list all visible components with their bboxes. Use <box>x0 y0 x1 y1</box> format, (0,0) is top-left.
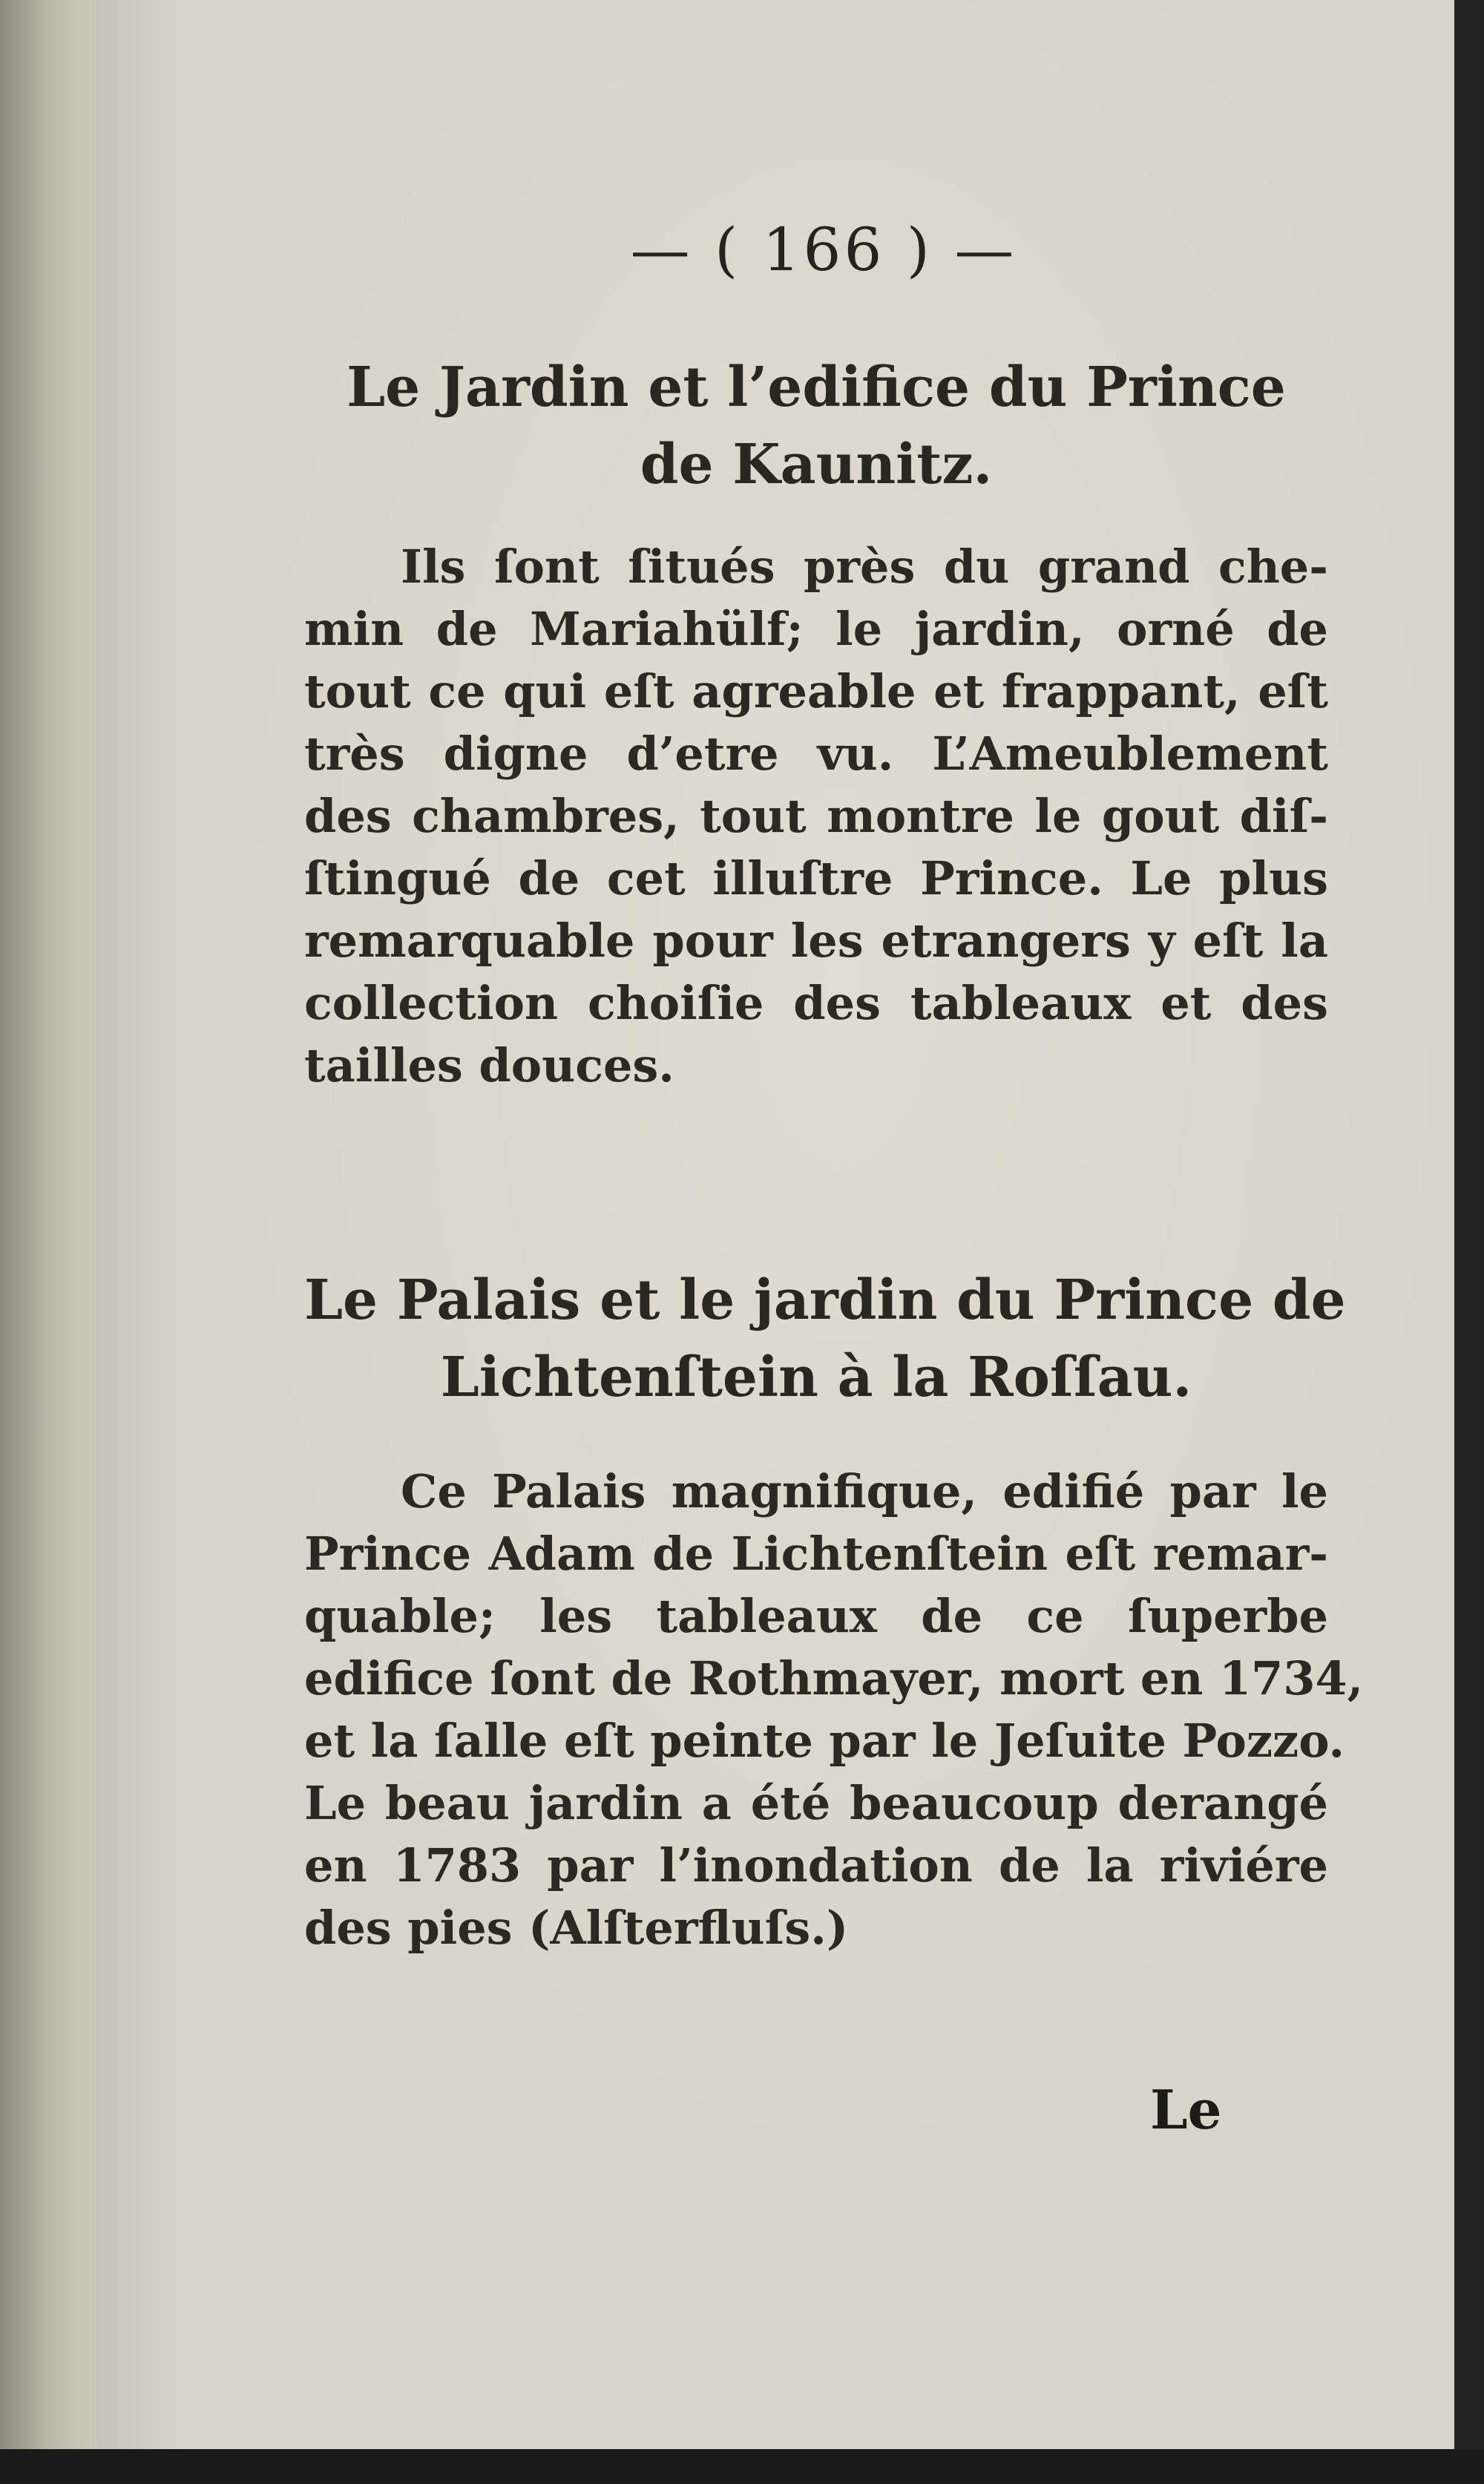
paragraph-line: collection choiſie des tableaux et des <box>304 976 1328 1030</box>
paragraph-line: Ils ſont ſitués près du grand che- <box>401 540 1328 594</box>
page-number: — ( 166 ) — <box>630 215 1017 284</box>
section-heading <box>304 349 1328 503</box>
paragraph-line: edifice ſont de Rothmayer, mort en 1734, <box>304 1651 1364 1705</box>
paragraph-line: min de Mariahülf; le jardin, orné de <box>304 602 1328 656</box>
bottom-page-edge <box>0 2449 1484 2484</box>
catchword: Le <box>1150 2078 1222 2141</box>
section-paragraph <box>304 536 1328 1097</box>
heading-line: de Kaunitz. <box>640 433 993 497</box>
book-spine-shadow <box>0 0 111 2484</box>
paragraph-line: tailles douces. <box>304 1038 674 1092</box>
right-page-edge <box>1454 0 1484 2484</box>
section-paragraph <box>304 1461 1364 1959</box>
paragraph-line: Prince Adam de Lichtenſtein eſt remar- <box>304 1527 1328 1581</box>
heading-line: Lichtenſtein à la Roſſau. <box>440 1346 1192 1409</box>
paragraph-line: tout ce qui eſt agreable et frappant, eſt <box>304 664 1328 718</box>
section-lichtenstein <box>304 1262 1364 1959</box>
paragraph-line: des chambres, tout montre le gout diſ- <box>304 789 1328 843</box>
paragraph-line: très digne d’etre vu. L’Ameublement <box>304 727 1328 781</box>
section-heading <box>304 1262 1346 1416</box>
paragraph-line: des pies (Alſterfluſs.) <box>304 1901 849 1955</box>
section-kaunitz <box>304 349 1328 1097</box>
heading-line: Le Jardin et l’edifice du Prince <box>347 355 1286 419</box>
paragraph-line: Ce Palais magnifique, edifié par le <box>401 1464 1328 1518</box>
paragraph-line: en 1783 par l’inondation de la riviére <box>304 1838 1328 1893</box>
heading-line: Le Palais et le jardin du Prince de <box>304 1268 1346 1332</box>
paragraph-line: et la ſalle eſt peinte par le Jeſuite Pozzo. <box>304 1714 1345 1768</box>
paragraph-line: ſtingué de cet illuſtre Prince. Le plus <box>304 851 1328 905</box>
paragraph-line: Le beau jardin a été beaucoup derangé <box>304 1776 1328 1830</box>
paragraph-line: quable; les tableaux de ce ſuperbe <box>304 1589 1328 1643</box>
paragraph-line: remarquable pour les etrangers y eſt la <box>304 914 1328 968</box>
